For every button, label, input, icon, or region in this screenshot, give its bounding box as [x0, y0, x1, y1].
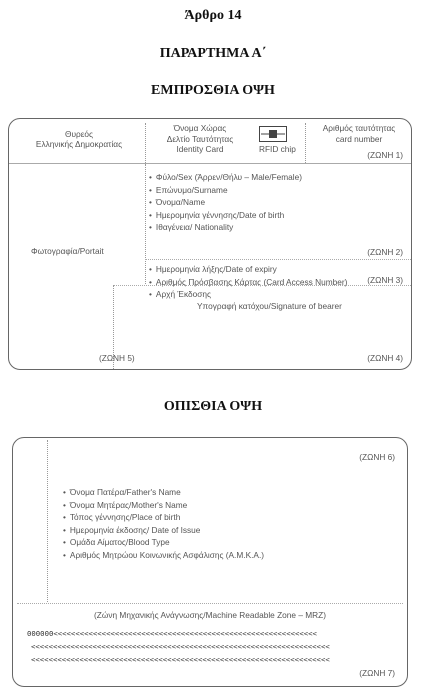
mrz-line-2: <<<<<<<<<<<<<<<<<<<<<<<<<<<<<<<<<<<<<<<<<<<<<<<<<<<<<<<<<<<<<<<<<<<< [31, 642, 330, 651]
back-fields-list [63, 486, 264, 562]
article-title: Άρθρο 14 [184, 8, 242, 23]
front-card [8, 118, 412, 370]
list-item: • Φύλο/Sex (Άρρεν/Θήλυ – Male/Female) [149, 171, 302, 184]
zone-6-label: (ΖΩΝΗ 6) [359, 452, 395, 462]
zone-7-label: (ΖΩΝΗ 7) [359, 668, 395, 678]
list-item: • Αριθμός Πρόσβασης Κάρτας (Card Access Number) [149, 276, 347, 289]
list-item: • Όνομα Μητέρας/Mother's Name [63, 499, 264, 512]
emblem-line-2: Ελληνικής Δημοκρατίας [35, 139, 123, 149]
rfid-chip-icon [259, 126, 287, 142]
header-divider-2 [305, 123, 306, 163]
zone-3-list [149, 263, 347, 301]
emblem-line-1: Θυρεός [64, 129, 94, 139]
photo-divider [145, 164, 146, 284]
zone-2-list [149, 171, 302, 234]
front-view-heading: ΕΜΠΡΟΣΘΙΑ ΟΨΗ [151, 83, 275, 98]
zone-2-bottom-line [145, 259, 411, 260]
card-number-block [309, 123, 409, 144]
list-item: • Αρχή Έκδοσης [149, 288, 347, 301]
back-view-heading: ΟΠΙΣΘΙΑ ΟΨΗ [163, 399, 263, 414]
zone-3-bottom-line [113, 285, 411, 286]
zone-2-label: (ΖΩΝΗ 2) [367, 247, 403, 257]
list-item: • Αριθμός Μητρώου Κοινωνικής Ασφάλισης (Α.Μ.Κ.Α.) [63, 549, 264, 562]
zone-1-label: (ΖΩΝΗ 1) [367, 150, 403, 160]
back-left-divider [47, 440, 48, 602]
zone-5-label: (ΖΩΝΗ 5) [99, 353, 135, 363]
list-item: • Όνομα/Name [149, 196, 302, 209]
list-item: • Ημερομηνία λήξης/Date of expiry [149, 263, 347, 276]
header-bottom-line [9, 163, 411, 164]
back-card [12, 437, 408, 687]
mrz-line-3: <<<<<<<<<<<<<<<<<<<<<<<<<<<<<<<<<<<<<<<<<<<<<<<<<<<<<<<<<<<<<<<<<<<< [31, 655, 330, 664]
card-number-line-1: Αριθμός ταυτότητας [322, 123, 396, 133]
list-item: • Ημερομηνία γέννησης/Date of birth [149, 209, 302, 222]
card-number-line-2: card number [335, 133, 383, 144]
list-item: • Επώνυμο/Surname [149, 184, 302, 197]
photo-label: Φωτογραφία/Portait [31, 246, 104, 256]
country-line-1: Όνομα Χώρας [173, 123, 227, 133]
mrz-top-line [17, 603, 403, 604]
list-item: • Ημερομηνία έκδοσης/ Date of Issue [63, 524, 264, 537]
emblem-block [17, 129, 141, 149]
list-item: • Ιθαγένεια/ Nationality [149, 221, 302, 234]
zone-4-label: (ΖΩΝΗ 4) [367, 353, 403, 363]
country-block [145, 123, 255, 155]
zone-3-label: (ΖΩΝΗ 3) [367, 275, 403, 285]
mrz-line-1: 000000<<<<<<<<<<<<<<<<<<<<<<<<<<<<<<<<<<<<<<<<<<<<<<<<<<<<<<<<<<<< [27, 629, 317, 638]
signature-label: Υπογραφή κατόχου/Signature of bearer [197, 301, 342, 311]
country-line-2: Δελτίο Ταυτότητας [166, 133, 234, 144]
list-item: • Ομάδα Αίματος/Blood Type [63, 536, 264, 549]
mrz-label: (Ζώνη Μηχανικής Ανάγνωσης/Machine Readable Zone – MRZ) [94, 610, 326, 620]
country-line-3: Identity Card [176, 144, 224, 154]
rfid-chip-label: RFID chip [259, 144, 296, 154]
list-item: • Τόπος γέννησης/Place of birth [63, 511, 264, 524]
list-item: • Όνομα Πατέρα/Father's Name [63, 486, 264, 499]
annex-title: ΠΑΡΑΡΤΗΜΑ Α΄ [159, 46, 267, 61]
